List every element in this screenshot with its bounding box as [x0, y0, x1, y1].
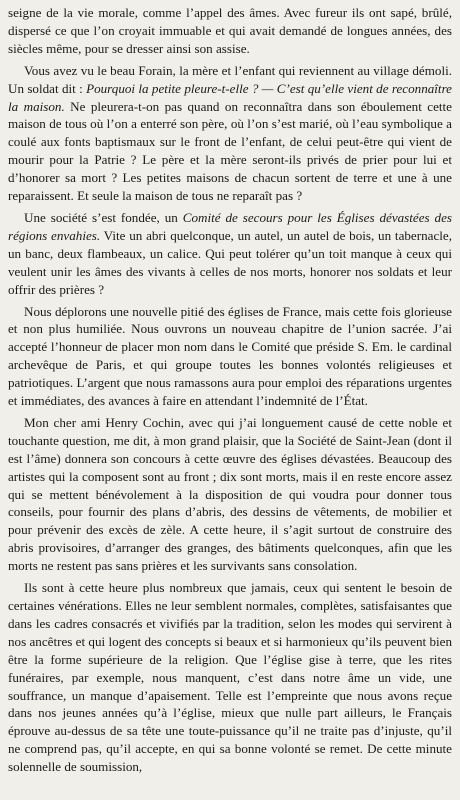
- paragraph-4: [8, 303, 452, 410]
- paragraph-2: [8, 62, 452, 205]
- text-run: Nous déplorons une nouvelle pitié des églises de France, mais cette fois glorieuse et non plus humiliée. Nous ouvrons un nouveau chapitre de l’union sacrée. J’ai accepté l’honneur de placer mon nom dans le Comité que préside S. Em. le cardinal archevêque de Paris, et qui groupe toutes les bonnes volontés religieuses et patriotiques. L’argent que nous ramassons aura pour emploi des réparations urgentes et immédiates, des avances à faire en attendant l’indemnité de l’État.: [8, 303, 452, 409]
- paragraph-1: [8, 4, 452, 58]
- italic-run: Pourquoi la petite pleure-t-elle ? — C’est qu’elle vient de reconnaître la maison.: [8, 80, 452, 114]
- text-run: seigne de la vie morale, comme l’appel des âmes. Avec fureur ils ont sapé, brûlé, dispersé ce que l’on croyait immuable et qui avait demandé de longues années, des siècles même, pour se dresser ainsi son assise.: [8, 5, 452, 56]
- text-run: Mon cher ami Henry Cochin, avec qui j’ai longuement causé de cette noble et touchante question, me dit, à mon grand plaisir, que la Société de Saint-Jean (dont il est l’âme) donnera son concours à cette œuvre des églises dévastées. Beaucoup des artistes qui la composent sont au front ; dix sont morts, mais il en reste encore assez qui se mettent bénévolement à la disposition de qui voudra pour donner tous conseils, pour fournir des plans d’abris, des dessins de vêtements, de mobilier et pour prévenir des excès de zèle. A cette heure, il s’agit surtout de construire des abris provisoires, d’arranger des granges, des bâtiments quelconques, afin que les morts ne restent pas sans prières et les survivants sans consolation.: [8, 414, 452, 574]
- text-run: Vite un abri quelconque, un autel, un autel de bois, un tabernacle, un banc, deux flambeaux, un calice. Qui peut tolérer qu’un toit manque à ceux qui veulent unir les âmes des vivants à celles de nos morts, honorer nos soldats et leur offrir des prières ?: [8, 227, 452, 297]
- italic-run: Comité de secours pour les Églises dévastées des régions envahies.: [8, 209, 453, 243]
- text-run: Ils sont à cette heure plus nombreux que jamais, ceux qui sentent le besoin de certaines vénérations. Elles ne leur semblent normales, complètes, satisfaisantes que dans les cadres consacrés et vivifiés par la tradition, selon les modes qui servirent à nos ancêtres et qui logent des concepts si beaux et si harmonieux qu’ils peuvent bien être la forme supérieure de la religion. Que l’église gise à terre, que les rites funéraires, par exemple, nous manquent, c’est dans notre âme un vide, une souffrance, un manque d’apaisement. Telle est l’empreinte que nous avons reçue dans nos jeunes années qu’à l’église, mieux que nulle part ailleurs, le Français éprouve au-dessus de sa tête une toute-puissance qu’il ne traite pas d’injuste, qu’il ne comprend pas, qu’il accepte, en qui sa bonne volonté se remet. De cette minute solennelle de soumission,: [8, 580, 452, 775]
- text-run: Une société s’est fondée, un: [24, 209, 183, 225]
- paragraph-6: [8, 579, 452, 776]
- paragraph-3: [8, 209, 452, 299]
- paragraph-5: [8, 414, 452, 575]
- text-run: Vous avez vu le beau Forain, la mère et l’enfant qui reviennent au village démoli. Un soldat dit :: [8, 62, 452, 96]
- text-run: Ne pleurera-t-on pas quand on reconnaîtra dans son éboulement cette maison de tous où l’on a enterré son père, où l’on s’est marié, où l’eau symbolique a coulé aux fonts baptismaux sur le front de l’enfant, de celui peut-être qui vient de mourir pour la Patrie ? Le père et la mère seront-ils privés de prier pour lui et d’honorer sa mort ? Les petites maisons de chacun sortent de terre et une à une reparaissent. Et seule la maison de tous ne reparaît pas ?: [8, 98, 452, 204]
- body-text: [8, 4, 452, 776]
